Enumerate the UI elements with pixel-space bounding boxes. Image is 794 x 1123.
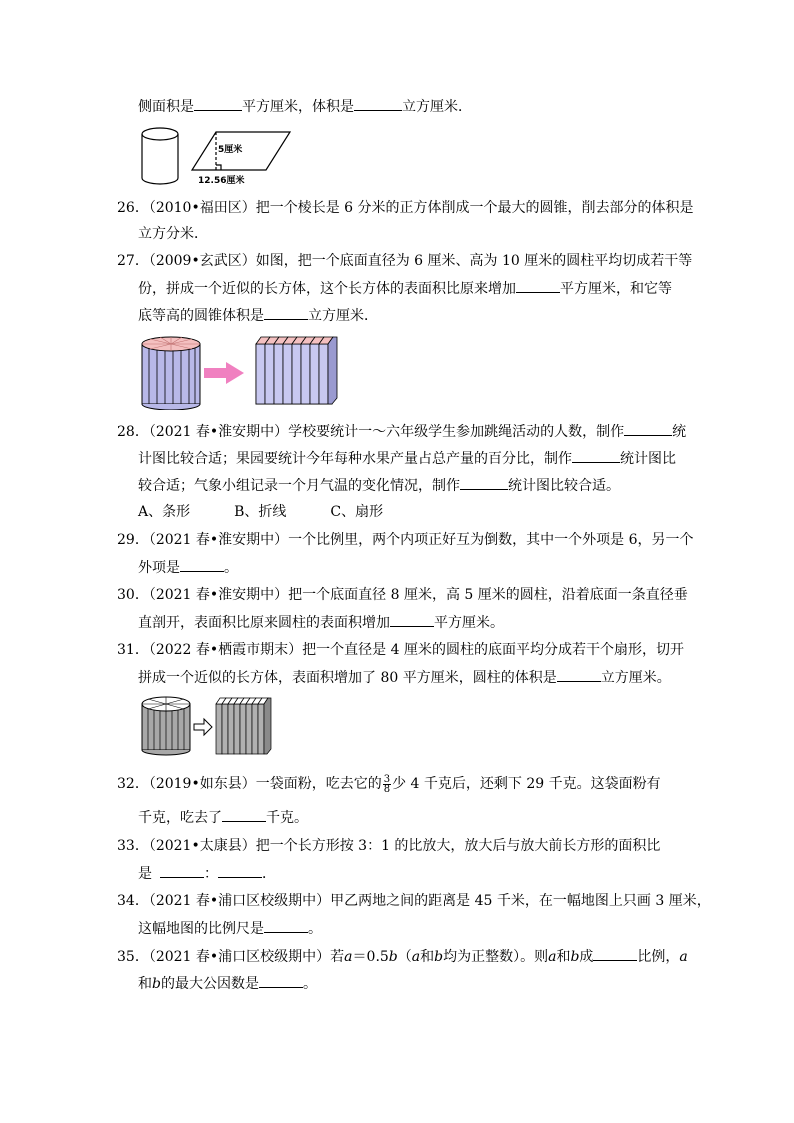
answer-blank[interactable] bbox=[557, 667, 601, 682]
answer-blank[interactable] bbox=[180, 557, 224, 572]
q32-line-2: 千克，吃去了 千克。 bbox=[138, 807, 308, 828]
q31-line-1: 31．（2022 春•栖霞市期末）把一个直径是 4 厘米的圆柱的底面平均分成若干个扇形，切开 bbox=[117, 642, 684, 658]
q29-line-2: 外项是 。 bbox=[138, 557, 238, 578]
q25-figure bbox=[140, 124, 300, 192]
sliced-cylinder bbox=[142, 337, 200, 410]
answer-blank[interactable] bbox=[354, 96, 402, 111]
answer-blank[interactable] bbox=[264, 305, 308, 320]
q27-figure bbox=[140, 334, 340, 414]
q25-text: 立方厘米． bbox=[402, 99, 472, 115]
answer-blank[interactable] bbox=[624, 421, 672, 436]
q35-line-2: 和b的最大公因数是 。 bbox=[138, 973, 317, 994]
q34-line-2: 这幅地图的比例尺是 。 bbox=[138, 918, 322, 939]
answer-blank[interactable] bbox=[572, 448, 620, 463]
arrow-right-icon bbox=[204, 362, 244, 384]
q32-line-1: 32．（2019•如东县）一袋面粉，吃去它的 $\frac{3}{8}$ 少 4 千克后，还剩下 29 千克。这袋面粉有 bbox=[117, 773, 661, 795]
q31-line-2: 拼成一个近似的长方体，表面积增加了 80 平方厘米，圆柱的体积是 立方厘米。 bbox=[138, 667, 671, 688]
q28-line-1: 28．（2021 春•淮安期中）学校要统计一～六年级学生参加跳绳活动的人数，制作 统 bbox=[117, 421, 686, 442]
q27-line-1: 27．（2009•玄武区）如图，把一个底面直径为 6 厘米、高为 10 厘米的圆柱平均切成若干等 bbox=[117, 253, 693, 269]
answer-blank[interactable] bbox=[593, 946, 637, 961]
answer-blank[interactable] bbox=[160, 863, 204, 878]
q30-line-1: 30．（2021 春•淮安期中）把一个底面直径 8 厘米，高 5 厘米的圆柱，沿着底面一条直径垂 bbox=[117, 587, 688, 603]
q28-line-2: 计图比较合适；果园要统计今年每种水果产量占总产量的百分比，制作 统计图比 bbox=[138, 448, 676, 469]
answer-blank[interactable] bbox=[390, 612, 434, 627]
q26-line-2: 立方分米． bbox=[138, 226, 208, 242]
answer-blank[interactable] bbox=[218, 863, 262, 878]
q34-line-1: 34．（2021 春•浦口区校级期中）甲乙两地之间的距离是 45 千米，在一幅地图上只画 3 厘米， bbox=[117, 893, 711, 909]
q33-line-1: 33．（2021•太康县）把一个长方形按 3：1 的比放大，放大后与放大前长方形的面积比 bbox=[117, 838, 661, 854]
q28-line-3: 较合适；气象小组记录一个月气温的变化情况，制作 统计图比较合适。 bbox=[138, 475, 620, 496]
option-c[interactable]: C、扇形 bbox=[330, 504, 384, 520]
cylinder-drawing bbox=[142, 128, 178, 184]
cuboid-rearranged bbox=[256, 337, 337, 404]
q31-figure bbox=[140, 694, 280, 760]
height-label: 5厘米 bbox=[218, 145, 243, 155]
q25-text: 侧面积是 bbox=[138, 99, 194, 115]
q25-text: 平方厘米，体积是 bbox=[242, 99, 354, 115]
q35-line-1: 35．（2021 春•浦口区校级期中）若a＝0.5b（a和b均为正整数）。则a和b成 比例，a bbox=[117, 946, 688, 967]
answer-blank[interactable] bbox=[460, 475, 508, 490]
q30-line-2: 直剖开，表面积比原来圆柱的表面积增加 平方厘米。 bbox=[138, 612, 504, 633]
fraction: $\frac{3}{8}$ bbox=[383, 773, 391, 795]
answer-blank[interactable] bbox=[516, 278, 560, 293]
option-b[interactable]: B、折线 bbox=[234, 504, 287, 520]
answer-blank[interactable] bbox=[264, 918, 308, 933]
q33-line-2: 是 ： ． bbox=[138, 863, 276, 884]
q29-line-1: 29．（2021 春•淮安期中）一个比例里，两个内项正好互为倒数，其中一个外项是 6，另一个 bbox=[117, 532, 694, 548]
arrow-right-outline-icon bbox=[194, 719, 212, 735]
option-a[interactable]: A、条形 bbox=[138, 504, 191, 520]
sliced-cylinder-gray bbox=[142, 697, 190, 755]
q25-line bbox=[138, 96, 472, 117]
answer-blank[interactable] bbox=[222, 807, 266, 822]
q27-line-3: 底等高的圆锥体积是 立方厘米． bbox=[138, 305, 378, 326]
answer-blank[interactable] bbox=[194, 96, 242, 111]
q26-line-1: 26．（2010•福田区）把一个棱长是 6 分米的正方体削成一个最大的圆锥，削去部分的体积是 bbox=[117, 200, 694, 216]
q27-line-2: 份，拼成一个近似的长方体，这个长方体的表面积比原来增加 平方厘米，和它等 bbox=[138, 278, 672, 299]
cuboid-rearranged-gray bbox=[216, 698, 271, 754]
base-label: 12.56厘米 bbox=[198, 176, 245, 186]
answer-blank[interactable] bbox=[259, 973, 303, 988]
q28-options bbox=[138, 502, 383, 522]
